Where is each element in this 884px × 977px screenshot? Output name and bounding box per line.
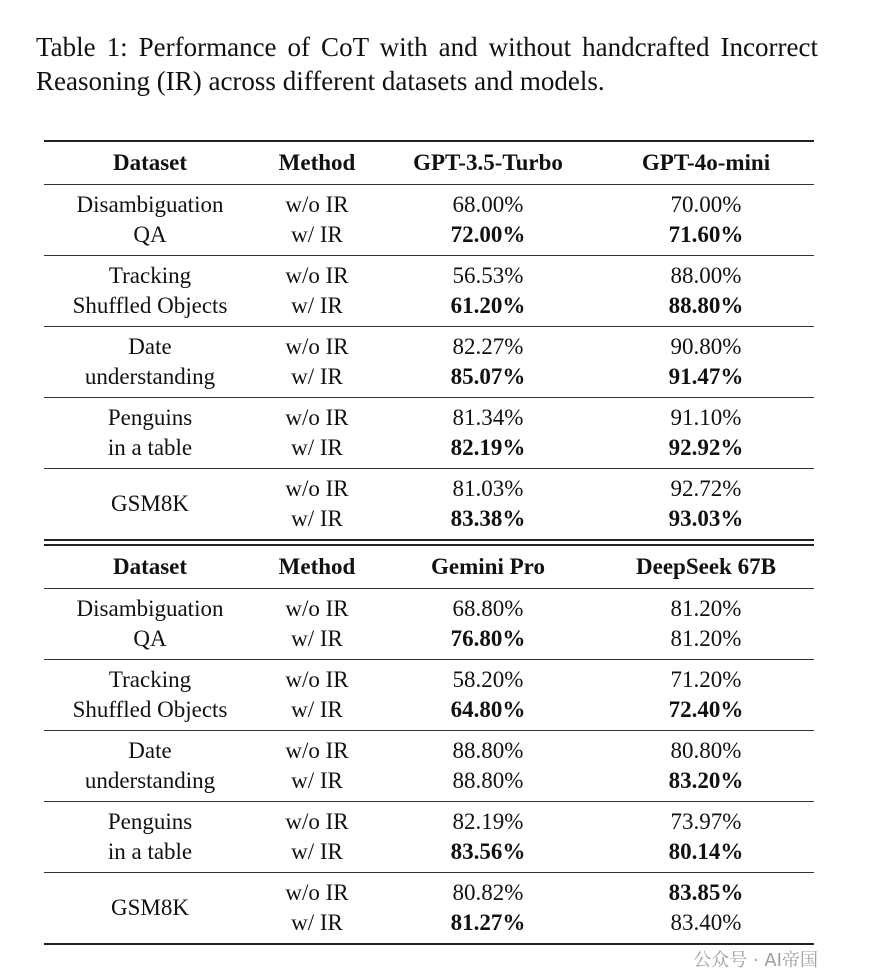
score-value: 76.80%	[450, 626, 526, 651]
dataset-name: Shuffled Objects	[72, 697, 228, 722]
method-label: w/ IR	[291, 506, 343, 531]
column-header: DeepSeek 67B	[636, 554, 776, 579]
table-row	[44, 398, 814, 468]
score-value: 71.20%	[670, 667, 742, 692]
method-label: w/o IR	[285, 263, 349, 288]
column-header: Gemini Pro	[431, 554, 545, 579]
score-value: 81.03%	[452, 476, 524, 501]
method-label: w/o IR	[285, 334, 349, 359]
dataset-name: Tracking	[108, 667, 192, 692]
score-cell	[598, 332, 814, 392]
dataset-name: Shuffled Objects	[72, 293, 228, 318]
score-value: 92.72%	[670, 476, 742, 501]
score-cell	[378, 665, 598, 725]
column-header: Dataset	[112, 150, 188, 175]
dataset-name: in a table	[107, 839, 193, 864]
table-caption: Table 1: Performance of CoT with and without handcrafted Incorrect Reasoning (IR) across different datasets and models.	[36, 32, 818, 96]
dataset-cell	[44, 893, 256, 923]
score-cell	[598, 807, 814, 867]
score-value: 83.40%	[670, 910, 742, 935]
score-value: 92.92%	[668, 435, 744, 460]
score-value: 70.00%	[670, 192, 742, 217]
score-value: 91.10%	[670, 405, 742, 430]
method-label: w/o IR	[285, 476, 349, 501]
method-label: w/ IR	[291, 697, 343, 722]
score-value: 68.00%	[452, 192, 524, 217]
table-row	[44, 802, 814, 872]
watermark: 公众号 · AI帝国	[693, 950, 818, 971]
dataset-name: Penguins	[107, 809, 193, 834]
score-value: 83.85%	[668, 880, 744, 905]
column-header: GPT-4o-mini	[641, 150, 771, 175]
score-cell	[378, 474, 598, 534]
score-value: 82.27%	[452, 334, 524, 359]
column-header: Dataset	[112, 554, 188, 579]
score-value: 83.56%	[450, 839, 526, 864]
method-label: w/o IR	[285, 596, 349, 621]
method-cell	[256, 665, 378, 725]
score-value: 73.97%	[670, 809, 742, 834]
score-value: 61.20%	[450, 293, 526, 318]
dataset-name: Penguins	[107, 405, 193, 430]
table-row	[44, 327, 814, 397]
dataset-cell	[44, 190, 256, 250]
column-header: GPT-3.5-Turbo	[413, 150, 563, 175]
table-row	[44, 660, 814, 730]
score-value: 80.80%	[670, 738, 742, 763]
score-cell	[598, 878, 814, 938]
dataset-cell	[44, 594, 256, 654]
dataset-cell	[44, 489, 256, 519]
score-value: 82.19%	[450, 435, 526, 460]
dataset-cell	[44, 736, 256, 796]
double-rule	[44, 539, 814, 546]
dataset-cell	[44, 332, 256, 392]
table-row	[44, 589, 814, 659]
method-label: w/ IR	[291, 626, 343, 651]
dataset-cell	[44, 665, 256, 725]
results-table	[44, 140, 814, 945]
score-cell	[378, 261, 598, 321]
score-value: 72.40%	[668, 697, 744, 722]
score-value: 90.80%	[670, 334, 742, 359]
score-value: 81.27%	[450, 910, 526, 935]
method-label: w/o IR	[285, 192, 349, 217]
bottom-rule	[44, 943, 814, 945]
method-label: w/ IR	[291, 435, 343, 460]
dataset-name: understanding	[84, 364, 216, 389]
table-row	[44, 185, 814, 255]
column-header: Method	[278, 554, 356, 579]
dataset-name: Date	[128, 334, 172, 359]
score-value: 88.00%	[670, 263, 742, 288]
score-value: 71.60%	[668, 222, 744, 247]
method-label: w/ IR	[291, 364, 343, 389]
method-label: w/o IR	[285, 667, 349, 692]
score-cell	[598, 190, 814, 250]
score-cell	[378, 594, 598, 654]
score-value: 81.20%	[670, 596, 742, 621]
dataset-cell	[44, 261, 256, 321]
dataset-name: QA	[133, 222, 167, 247]
method-cell	[256, 878, 378, 938]
score-cell	[598, 403, 814, 463]
header-row	[44, 142, 814, 184]
method-cell	[256, 594, 378, 654]
dataset-name: Disambiguation	[76, 192, 224, 217]
method-label: w/o IR	[285, 809, 349, 834]
score-value: 81.20%	[670, 626, 742, 651]
table-row	[44, 469, 814, 539]
score-value: 68.80%	[452, 596, 524, 621]
dataset-name: understanding	[84, 768, 216, 793]
score-cell	[378, 807, 598, 867]
score-value: 88.80%	[452, 768, 524, 793]
method-label: w/ IR	[291, 768, 343, 793]
dataset-name: QA	[133, 626, 167, 651]
method-label: w/o IR	[285, 880, 349, 905]
dataset-name: GSM8K	[111, 895, 189, 920]
dataset-name: in a table	[107, 435, 193, 460]
dataset-name: GSM8K	[111, 491, 189, 516]
table-row	[44, 731, 814, 801]
method-cell	[256, 807, 378, 867]
score-cell	[378, 332, 598, 392]
header-row	[44, 546, 814, 588]
score-cell	[378, 190, 598, 250]
score-cell	[598, 736, 814, 796]
score-cell	[598, 594, 814, 654]
score-cell	[378, 878, 598, 938]
method-cell	[256, 332, 378, 392]
score-cell	[378, 403, 598, 463]
dataset-cell	[44, 403, 256, 463]
dataset-name: Date	[128, 738, 172, 763]
score-cell	[598, 665, 814, 725]
score-value: 85.07%	[450, 364, 526, 389]
score-cell	[598, 474, 814, 534]
score-value: 82.19%	[452, 809, 524, 834]
method-label: w/ IR	[291, 839, 343, 864]
score-cell	[378, 736, 598, 796]
dataset-name: Disambiguation	[76, 596, 224, 621]
score-value: 80.82%	[452, 880, 524, 905]
score-value: 91.47%	[668, 364, 744, 389]
method-cell	[256, 403, 378, 463]
score-value: 93.03%	[668, 506, 744, 531]
method-cell	[256, 474, 378, 534]
method-label: w/ IR	[291, 293, 343, 318]
table-row	[44, 873, 814, 943]
score-value: 80.14%	[668, 839, 744, 864]
score-value: 83.38%	[450, 506, 526, 531]
score-value: 88.80%	[668, 293, 744, 318]
method-label: w/o IR	[285, 405, 349, 430]
score-value: 64.80%	[450, 697, 526, 722]
column-header: Method	[278, 150, 356, 175]
score-value: 83.20%	[668, 768, 744, 793]
score-value: 56.53%	[452, 263, 524, 288]
method-label: w/ IR	[291, 910, 343, 935]
method-label: w/ IR	[291, 222, 343, 247]
score-value: 58.20%	[452, 667, 524, 692]
dataset-name: Tracking	[108, 263, 192, 288]
table-row	[44, 256, 814, 326]
method-cell	[256, 190, 378, 250]
score-value: 72.00%	[450, 222, 526, 247]
score-cell	[598, 261, 814, 321]
method-cell	[256, 261, 378, 321]
score-value: 88.80%	[452, 738, 524, 763]
method-label: w/o IR	[285, 738, 349, 763]
score-value: 81.34%	[452, 405, 524, 430]
dataset-cell	[44, 807, 256, 867]
method-cell	[256, 736, 378, 796]
